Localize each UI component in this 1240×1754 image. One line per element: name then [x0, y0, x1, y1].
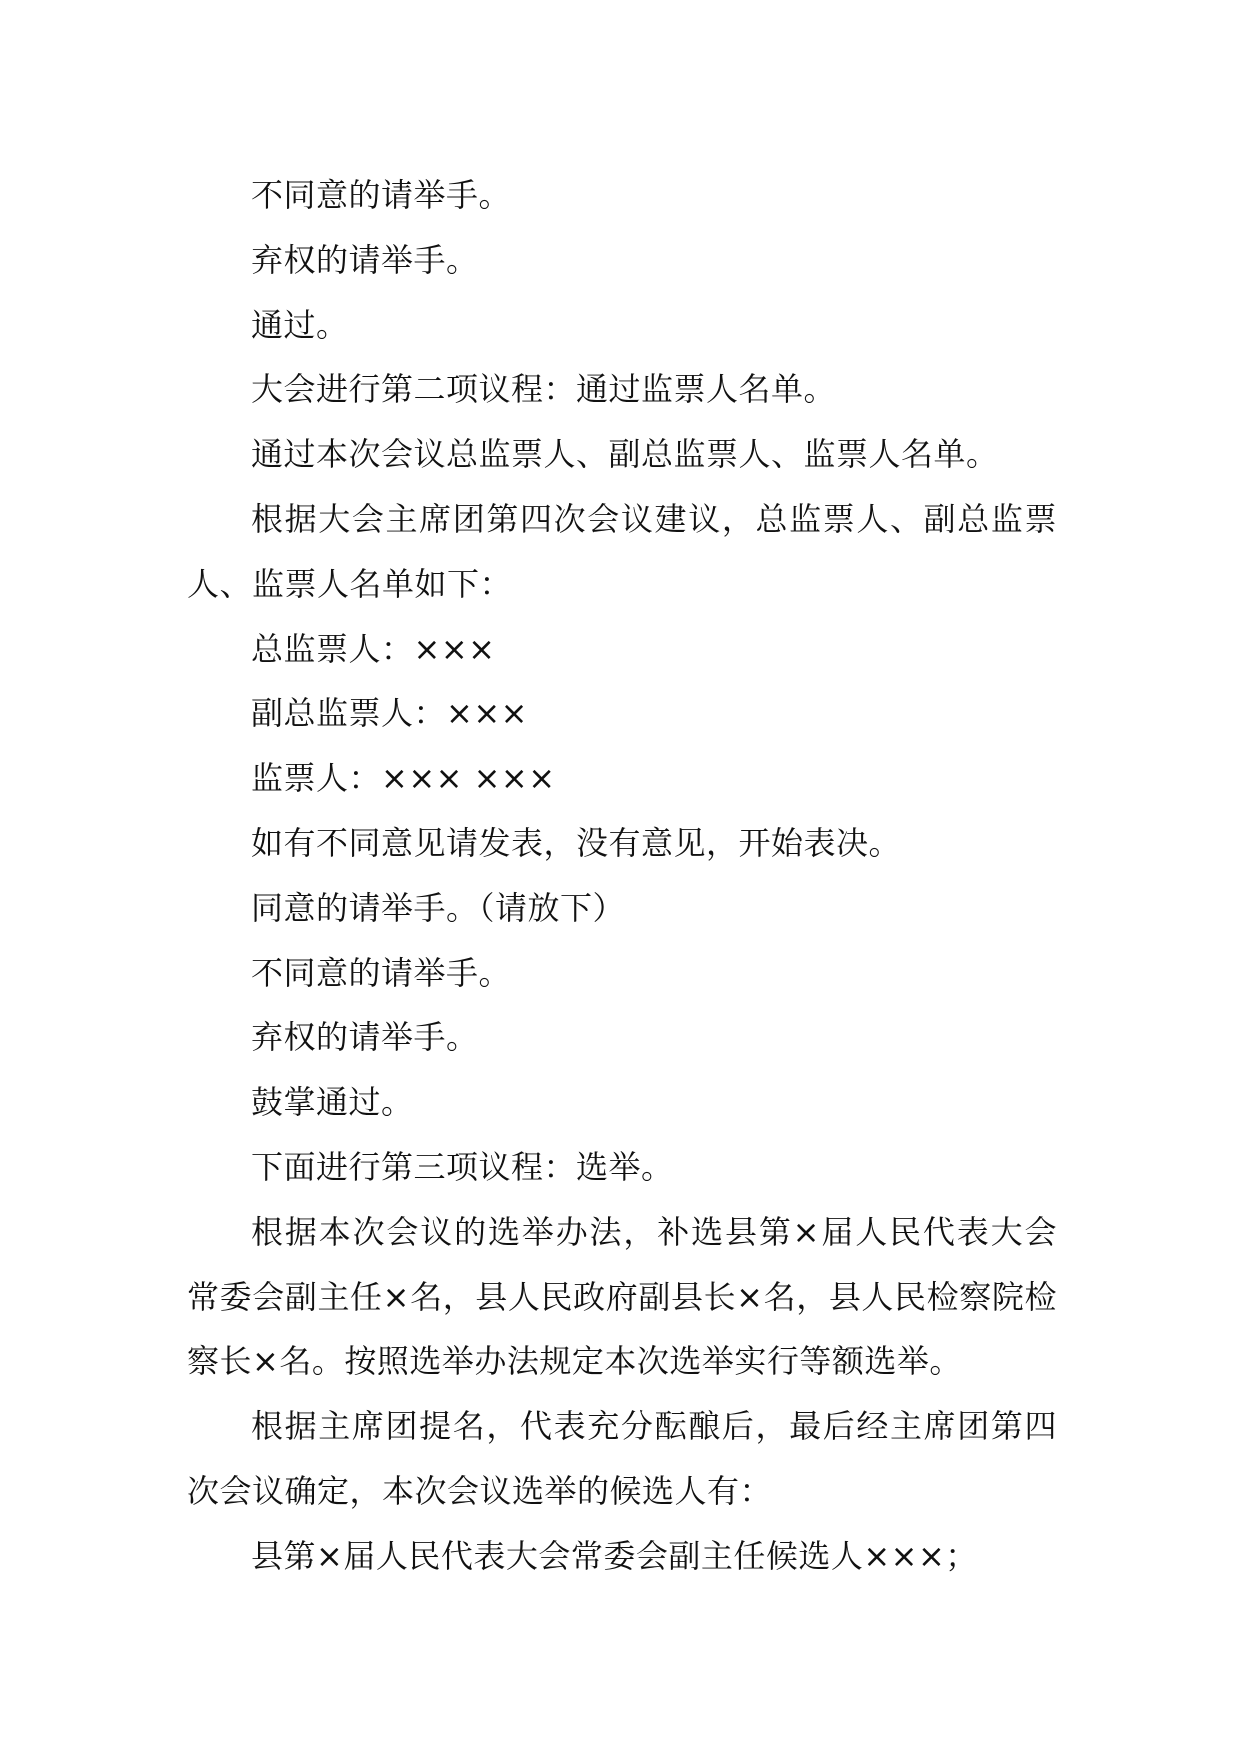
paragraph: 大会进行第二项议程：通过监票人名单。 — [251, 370, 837, 409]
paragraph: 总监票人：××× — [251, 629, 496, 668]
paragraph: 监票人：××× ××× — [251, 759, 556, 798]
paragraph: 弃权的请举手。 — [251, 1018, 479, 1057]
document-body — [187, 163, 1057, 1589]
paragraph: 同意的请举手。（请放下） — [251, 888, 626, 927]
paragraph: 通过本次会议总监票人、副总监票人、监票人名单。 — [251, 435, 999, 474]
paragraph: 下面进行第三项议程：选举。 — [251, 1147, 674, 1186]
paragraph: 根据主席团提名，代表充分酝酿后，最后经主席团第四次会议确定，本次会议选举的候选人有： — [187, 1407, 1057, 1510]
paragraph: 根据大会主席团第四次会议建议，总监票人、副总监票人、监票人名单如下： — [187, 499, 1057, 603]
paragraph: 县第×届人民代表大会常委会副主任候选人×××； — [251, 1536, 978, 1575]
paragraph: 鼓掌通过。 — [251, 1083, 414, 1122]
paragraph: 根据本次会议的选举办法，补选县第×届人民代表大会常委会副主任×名，县人民政府副县长×名，县人民检察院检察长×名。按照选举办法规定本次选举实行等额选举。 — [187, 1212, 1057, 1381]
paragraph: 副总监票人：××× — [251, 694, 528, 733]
paragraph: 弃权的请举手。 — [251, 240, 479, 279]
paragraph: 通过。 — [251, 305, 349, 344]
paragraph: 不同意的请举手。 — [251, 176, 512, 214]
paragraph: 不同意的请举手。 — [251, 953, 512, 992]
paragraph: 如有不同意见请发表，没有意见，开始表决。 — [251, 823, 902, 862]
